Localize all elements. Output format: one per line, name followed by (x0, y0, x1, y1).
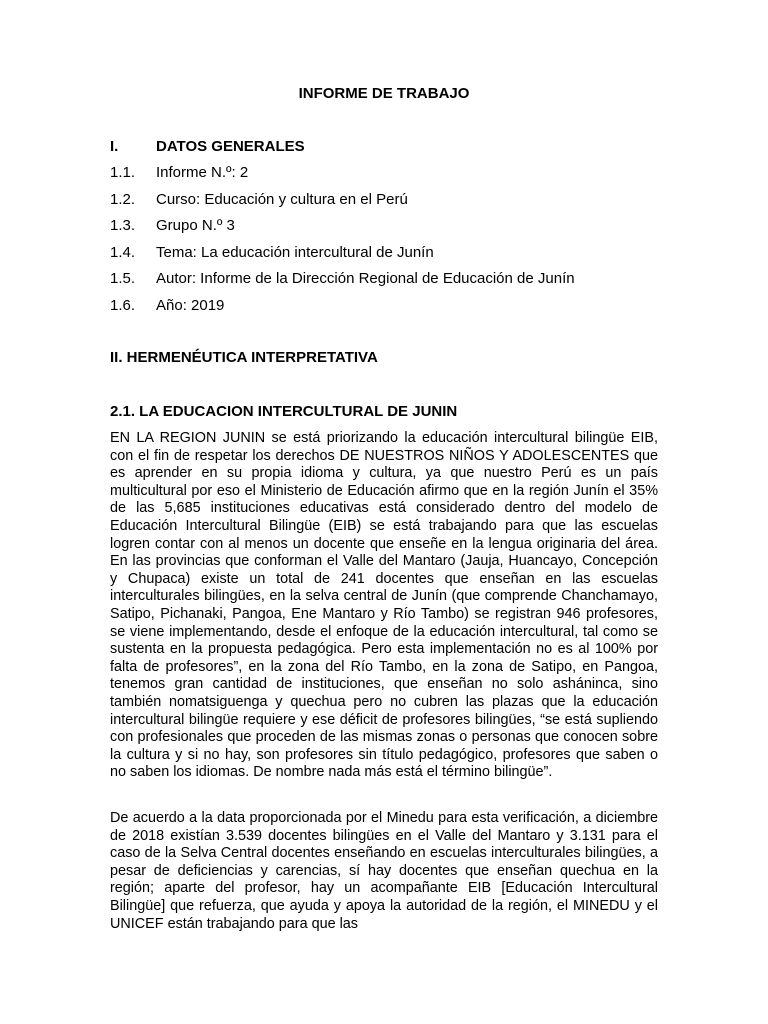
list-item-text: Año: 2019 (156, 296, 225, 314)
list-item (110, 191, 670, 218)
list-item-text: Informe N.º: 2 (156, 164, 249, 181)
section-heading-text: DATOS GENERALES (156, 138, 305, 155)
list-item (110, 217, 670, 244)
section-heading-datos-generales (110, 138, 670, 156)
list-item (110, 164, 670, 191)
datos-generales-list (110, 164, 670, 324)
list-item-number: 1.2. (110, 190, 136, 208)
list-item-number: 1.3. (110, 217, 136, 235)
document-title: INFORME DE TRABAJO (298, 85, 470, 102)
list-item-number: 1.5. (110, 270, 136, 288)
list-item (110, 297, 670, 324)
list-item-text: Grupo N.º 3 (156, 217, 235, 235)
list-item (110, 270, 670, 297)
list-item-number: 1.1. (110, 164, 136, 181)
list-item (110, 244, 670, 271)
list-item-number: 1.6. (110, 296, 136, 314)
subsection-heading-educacion-intercultural: 2.1. LA EDUCACION INTERCULTURAL DE JUNIN (110, 403, 458, 420)
body-paragraph-1: EN LA REGION JUNIN se está priorizando la educación intercultural bilingüe EIB, con el fin de respetar los derechos DE NUESTROS NIÑOS Y ADOLESCENTES que es aprender en su propia idioma y cultura, ya que nuestro Perú es un país multicultural por eso el Ministerio de Educación afirmo que en la región Junín el 35% de las 5,685 instituciones educativas está considerado dentro del modelo de Educación Intercultural Bilingüe (EIB) se está trabajando para que las escuelas logren contar con al menos un docente que enseñe en la lengua originaria del área. En las provincias que conforman el Valle del Mantaro (Jauja, Huancayo, Concepción y Chupaca) existe un total de 241 docentes que enseñan en las escuelas interculturales bilingües, en la selva central de Junín (que comprende Chanchamayo, Satipo, Pichanaki, Pangoa, Ene Mantaro y Río Tambo) se registran 946 profesores, se viene implementando, desde el enfoque de la educación intercultural, tal como se sustenta en la propuesta pedagógica. Pero esta implementación no es al 100% por falta de profesores”, en la zona del Río Tambo, en la zona de Satipo, en Pangoa, tenemos gran cantidad de instituciones, que enseñan no solo asháninca, sino también nomatsiguenga y quechua pero no cubren las plazas que la educación intercultural bilingüe requiere y ese déficit de profesores bilingües, “se está supliendo con profesionales que proceden de las mismas zonas o personas que conocen sobre la cultura y si no hay, son profesores sin título pedagógico, profesores que saben o no saben los idiomas. De nombre nada más está el término bilingüe”. (110, 430, 658, 781)
section-heading-hermeneutica: II. HERMENÉUTICA INTERPRETATIVA (110, 349, 378, 366)
list-item-text: Tema: La educación intercultural de Junín (156, 243, 434, 261)
section-number: I. (110, 138, 119, 155)
list-item-text: Curso: Educación y cultura en el Perú (156, 190, 408, 208)
list-item-text: Autor: Informe de la Dirección Regional de Educación de Junín (156, 270, 575, 288)
list-item-number: 1.4. (110, 243, 136, 261)
body-paragraph-2: De acuerdo a la data proporcionada por el Minedu para esta verificación, a diciembre de 2018 existían 3.539 docentes bilingües en el Valle del Mantaro y 3.131 para el caso de la Selva Central docentes enseñando en escuelas interculturales bilingües, a pesar de deficiencias y carencias, sí hay docentes que enseñan quechua en la región; aparte del profesor, hay un acompañante EIB [Educación Intercultural Bilingüe] que refuerza, que ayuda y apoya la autoridad de la región, el MINEDU y el UNICEF están trabajando para que las (110, 810, 658, 932)
